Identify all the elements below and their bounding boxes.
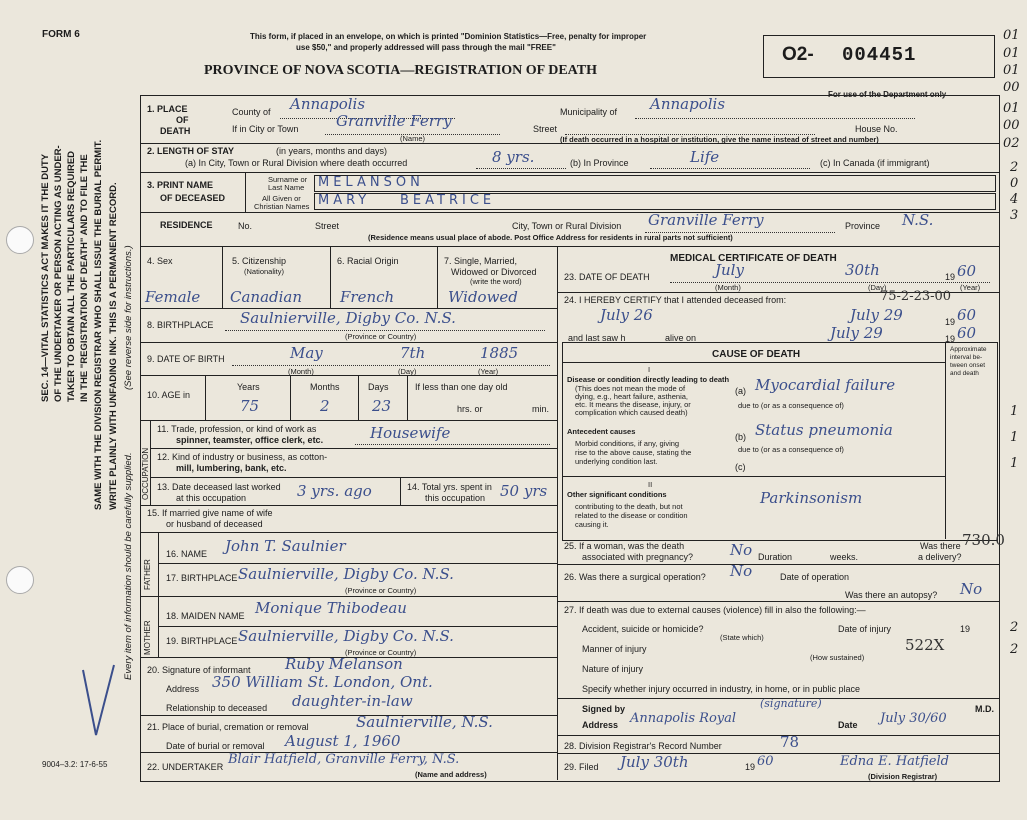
- margin-code-8: 2: [1010, 160, 1019, 175]
- antecedent-label: Antecedent causes: [567, 427, 636, 436]
- cause-title: CAUSE OF DEATH: [712, 349, 801, 360]
- occupation-label: OCCUPATION: [141, 447, 150, 500]
- delivery-label-a: Was there: [920, 541, 961, 551]
- dod-year[interactable]: 60: [957, 262, 977, 280]
- cause-d4: etc. It means the disease, injury, or: [575, 400, 691, 409]
- sex-divider: [222, 246, 223, 308]
- md-label: M.D.: [975, 704, 994, 714]
- residence-street-label: Street: [315, 221, 340, 231]
- injury-code: 522X: [905, 636, 945, 654]
- alive-on-label: alive on: [665, 333, 697, 343]
- margin-code-14: 1: [1010, 456, 1019, 471]
- dob-month[interactable]: May: [290, 344, 323, 362]
- stay-province-label: (b) In Province: [570, 158, 629, 168]
- christian-label: Christian Names: [254, 202, 310, 211]
- interval-c: tween onset: [950, 362, 986, 369]
- last-worked-value[interactable]: 3 yrs. ago: [297, 482, 372, 500]
- dod-day-sub: (Day): [868, 283, 887, 292]
- years-label: Years: [237, 382, 260, 392]
- name-label-divider: [245, 172, 246, 212]
- municipality-value[interactable]: Annapolis: [650, 95, 726, 113]
- citizenship-label: 5. Citizenship: [232, 256, 287, 266]
- cause-other-value[interactable]: Parkinsonism: [760, 489, 863, 507]
- autopsy-value[interactable]: No: [960, 580, 983, 598]
- dob-month-sub: (Month): [288, 367, 314, 376]
- mother-bp-label: 19. BIRTHPLACE: [166, 636, 238, 646]
- margin-code-15: 2: [1010, 620, 1019, 635]
- mother-maiden-value[interactable]: Monique Thibodeau: [255, 599, 407, 617]
- citizenship-value[interactable]: Canadian: [230, 288, 303, 306]
- min-label: min.: [532, 404, 550, 414]
- specify-label: Specify whether injury occurred in industry, in home, or in public place: [582, 684, 860, 694]
- undertaker-sub: (Name and address): [415, 770, 487, 779]
- side-text-3: TAKER TO OBTAIN ALL THE PARTICULARS REQUIRED: [66, 150, 77, 402]
- racial-divider: [437, 246, 438, 308]
- margin-code-7: 02: [1003, 136, 1020, 151]
- age-div-2: [290, 375, 291, 420]
- age-label: 10. AGE in: [147, 390, 191, 400]
- occ-11-label-a: 11. Trade, profession, or kind of work as: [157, 424, 317, 434]
- code-75: 75-2-23-00: [880, 289, 952, 304]
- dod-day[interactable]: 30th: [845, 261, 880, 279]
- roman-one: I: [648, 365, 651, 374]
- residence-no-label: No.: [238, 221, 253, 231]
- age-div-4: [407, 375, 408, 420]
- q25-label-a: 25. If a woman, was the death: [564, 541, 685, 551]
- dob-year-sub: (Year): [478, 367, 499, 376]
- weeks-label: weeks.: [830, 552, 859, 562]
- occ-13-div: [400, 477, 401, 505]
- racial-value[interactable]: French: [340, 288, 395, 306]
- cert-year-1[interactable]: 60: [957, 306, 977, 324]
- other-3: related to the disease or condition: [575, 511, 688, 520]
- age-years-value[interactable]: 75: [240, 397, 260, 415]
- cause-c-marker: (c): [735, 462, 746, 472]
- given-name-1[interactable]: MARY: [318, 193, 371, 208]
- sign-date-value[interactable]: July 30/60: [880, 711, 947, 726]
- div-registrar-value[interactable]: Edna E. Hatfield: [840, 754, 949, 769]
- occupation-value[interactable]: Housewife: [370, 424, 451, 442]
- other-1: Other significant conditions: [567, 490, 667, 499]
- margin-code-12: 1: [1010, 404, 1019, 419]
- margin-code-13: 1: [1010, 430, 1019, 445]
- print-code: 9004–3.2: 17-6-55: [42, 760, 108, 769]
- margin-code-16: 2: [1010, 642, 1019, 657]
- age-months-value[interactable]: 2: [320, 397, 330, 415]
- cert-year-2[interactable]: 60: [957, 324, 977, 342]
- residence-city-label: City, Town or Rural Division: [512, 221, 622, 231]
- print-name-label: 3. PRINT NAME: [147, 180, 214, 190]
- father-bp-label: 17. BIRTHPLACE: [166, 573, 238, 583]
- marital-label-1: 7. Single, Married,: [444, 256, 518, 266]
- other-4: causing it.: [575, 520, 609, 529]
- side-text-8: (See reverse side for instructions.): [123, 245, 134, 390]
- margin-code-5: 01: [1003, 101, 1020, 116]
- dod-19: 19: [945, 272, 956, 282]
- cause-a-marker: (a): [735, 386, 746, 396]
- margin-code-1: 01: [1003, 28, 1020, 43]
- father-name-value[interactable]: John T. Saulnier: [225, 537, 346, 555]
- undertaker-label: 22. UNDERTAKER: [147, 762, 224, 772]
- rule-17: [140, 596, 557, 597]
- cert-19-b: 19: [945, 334, 956, 344]
- side-text-6: WRITE PLAINLY WITH UNFADING INK. THIS IS A PERMANENT RECORD.: [108, 182, 119, 510]
- dob-line: [232, 365, 550, 366]
- signed-by-label: Signed by: [582, 704, 626, 714]
- q28-label: 28. Division Registrar's Record Number: [564, 741, 722, 751]
- form-title: PROVINCE OF NOVA SCOTIA—REGISTRATION OF DEATH: [204, 63, 597, 78]
- interval-a: Approximate: [950, 346, 987, 353]
- informant-value[interactable]: Ruby Melanson: [285, 655, 403, 673]
- dob-day[interactable]: 7th: [400, 344, 426, 362]
- divider-center: [557, 246, 558, 780]
- sign-address-value[interactable]: Annapolis Royal: [630, 711, 737, 726]
- q27-label: 27. If death was due to external causes (violence) fill in also the following:—: [564, 605, 866, 615]
- given-label: All Given or: [262, 194, 301, 203]
- county-label: County of: [232, 107, 271, 117]
- sign-date-label: Date: [838, 720, 858, 730]
- dob-label: 9. DATE OF BIRTH: [147, 354, 225, 364]
- mother-bp-value[interactable]: Saulnierville, Digby Co. N.S.: [238, 627, 454, 645]
- residence-province-value[interactable]: N.S.: [902, 211, 934, 229]
- rule-spouse: [140, 532, 557, 533]
- marital-label-2: Widowed or Divorced: [451, 267, 537, 277]
- record-no-value[interactable]: 78: [780, 733, 800, 751]
- informant-address-label: Address: [166, 684, 200, 694]
- rule-stay-bottom: [140, 172, 1000, 173]
- punch-hole-bottom: [6, 566, 34, 594]
- burial-label: 21. Place of burial, cremation or removal: [147, 722, 309, 732]
- delivery-label-b: a delivery?: [918, 552, 962, 562]
- registration-number: 004451: [842, 44, 917, 66]
- attended-from-value[interactable]: July 26: [600, 306, 653, 324]
- accident-label: Accident, suicide or homicide?: [582, 624, 704, 634]
- spouse-label-a: 15. If married give name of wife: [147, 508, 273, 518]
- rule-row9: [140, 375, 557, 376]
- months-label: Months: [310, 382, 340, 392]
- occ-11-line: [355, 444, 550, 445]
- nature-label: Nature of injury: [582, 664, 644, 674]
- nationality-label: (Nationality): [244, 267, 285, 276]
- cause-d3: dying, e.g., heart failure, asthenia,: [575, 392, 688, 401]
- hrs-label: hrs. or: [457, 404, 483, 414]
- street-label: Street: [533, 124, 558, 134]
- place-of-label: OF: [176, 115, 189, 125]
- name-sublabel: (Name): [400, 134, 426, 143]
- father-bp-sub: (Province or Country): [345, 586, 417, 595]
- manner-label: Manner of injury: [582, 644, 647, 654]
- side-text-5: SAME WITH THE DIVISION REGISTRAR WHO SHALL ISSUE THE BURIAL PERMIT.: [93, 139, 104, 510]
- birthplace-value[interactable]: Saulnierville, Digby Co. N.S.: [240, 309, 456, 327]
- rule-16: [158, 563, 557, 564]
- dod-year-sub: (Year): [960, 283, 981, 292]
- checkmark-icon: [78, 660, 118, 745]
- interval-d: and death: [950, 370, 979, 377]
- burial-place-value[interactable]: Saulnierville, N.S.: [356, 713, 493, 731]
- last-saw-label: and last saw h: [568, 333, 626, 343]
- signed-by-value[interactable]: (signature): [760, 697, 822, 710]
- less-day-label: If less than one day old: [415, 382, 508, 392]
- rule-row10: [140, 420, 557, 421]
- side-text-4: IN THE "REGISTRATION OF DEATH" AND TO FILE THE: [79, 154, 90, 402]
- informant-address-value[interactable]: 350 William St. London, Ont.: [212, 673, 433, 691]
- side-text-2: OF THE UNDERTAKER OR PERSON ACTING AS UNDER-: [53, 145, 64, 402]
- racial-label: 6. Racial Origin: [337, 256, 399, 266]
- father-name-label: 16. NAME: [166, 549, 208, 559]
- stay-label: 2. LENGTH OF STAY: [147, 146, 235, 156]
- q26-label: 26. Was there a surgical operation?: [564, 572, 706, 582]
- margin-code-2: 01: [1003, 46, 1020, 61]
- relationship-value[interactable]: daughter-in-law: [292, 692, 413, 710]
- medical-title: MEDICAL CERTIFICATE OF DEATH: [670, 253, 837, 264]
- age-div-1: [205, 375, 206, 420]
- ante-3: rise to the above cause, stating the: [575, 448, 692, 457]
- hospital-note: (If death occurred in a hospital or institution, give the name instead of street and number): [560, 135, 879, 144]
- stay-canada-label: (c) In Canada (if immigrant): [820, 158, 930, 168]
- surgical-value[interactable]: No: [730, 562, 753, 580]
- occ-14-label-b: this occupation: [425, 493, 486, 503]
- age-div-3: [358, 375, 359, 420]
- municipality-label: Municipality of: [560, 107, 618, 117]
- attended-to-value[interactable]: July 29: [850, 306, 903, 324]
- rule-residence-bottom: [140, 246, 1000, 247]
- mother-bp-sub: (Province or Country): [345, 648, 417, 657]
- undertaker-value[interactable]: Blair Hatfield, Granville Ferry, N.S.: [228, 752, 460, 767]
- mother-label: MOTHER: [143, 620, 152, 655]
- birthplace-line: [225, 330, 545, 331]
- pregnancy-value[interactable]: No: [730, 541, 753, 559]
- city-town-label: If in City or Town: [232, 124, 299, 134]
- cert-19-a: 19: [945, 317, 956, 327]
- dob-year[interactable]: 1885: [480, 344, 519, 362]
- interval-b: interval be-: [950, 354, 983, 361]
- ante-2: Morbid conditions, if any, giving: [575, 439, 680, 448]
- house-no-label: House No.: [855, 124, 898, 134]
- dod-label: 23. DATE OF DEATH: [564, 272, 650, 282]
- date-injury-label: Date of injury: [838, 624, 892, 634]
- punch-hole-top: [6, 226, 34, 254]
- filed-date-value[interactable]: July 30th: [620, 753, 689, 771]
- residence-province-label: Province: [845, 221, 881, 231]
- municipality-line: [635, 118, 915, 119]
- department-use-label: For use of the Department only: [828, 90, 947, 99]
- cause-interval-div: [945, 342, 946, 539]
- stay-province-line: [650, 168, 810, 169]
- informant-label: 20. Signature of informant: [147, 665, 251, 675]
- father-bp-value[interactable]: Saulnierville, Digby Co. N.S.: [238, 565, 454, 583]
- filed-19: 19: [745, 762, 756, 772]
- residence-note: (Residence means usual place of abode. Post Office Address for residents in rural parts not sufficient): [368, 233, 733, 242]
- margin-code-11: 3: [1010, 208, 1019, 223]
- q29-label: 29. Filed: [564, 762, 599, 772]
- margin-code-3: 01: [1003, 63, 1020, 78]
- sex-value[interactable]: Female: [145, 288, 201, 306]
- place-label: 1. PLACE: [147, 104, 188, 114]
- rule-occ12: [150, 477, 557, 478]
- rule-name-bottom: [140, 212, 1000, 213]
- code-730: 730.0: [962, 531, 1005, 549]
- cause-d5: complication which caused death): [575, 408, 688, 417]
- margin-code-10: 4: [1010, 192, 1019, 207]
- margin-code-4: 00: [1003, 80, 1020, 95]
- certify-label: 24. I HEREBY CERTIFY that I attended deceased from:: [564, 295, 787, 305]
- rule-20: [140, 715, 557, 716]
- marital-label-3: (write the word): [470, 277, 522, 286]
- last-name-label: Last Name: [268, 183, 305, 192]
- burial-date-label: Date of burial or removal: [166, 741, 265, 751]
- rule-cause-I: [562, 476, 945, 477]
- cause-b-value[interactable]: Status pneumonia: [755, 421, 893, 439]
- side-text-1: SEC. 14—VITAL STATISTICS ACT MAKES IT THE DUTY: [40, 153, 51, 402]
- occ-13-label-a: 13. Date deceased last worked: [157, 482, 281, 492]
- injury-19: 19: [960, 624, 971, 634]
- residence-label: RESIDENCE: [160, 220, 213, 230]
- rule-occ: [140, 505, 557, 506]
- date-op-label: Date of operation: [780, 572, 850, 582]
- sex-label: 4. Sex: [147, 256, 173, 266]
- cause-a-value[interactable]: Myocardial failure: [755, 376, 896, 394]
- city-town-value[interactable]: Granville Ferry: [336, 112, 452, 130]
- given-name-2[interactable]: BEATRICE: [400, 193, 496, 208]
- rule-25: [557, 564, 1000, 565]
- occ-12-label-b: mill, lumbering, bank, etc.: [176, 463, 287, 473]
- birthplace-label: 8. BIRTHPLACE: [147, 320, 214, 330]
- county-value[interactable]: Annapolis: [290, 95, 366, 113]
- total-years-value[interactable]: 50 yrs: [500, 482, 548, 500]
- rule-26: [557, 601, 1000, 602]
- stay-city-value[interactable]: 8 yrs.: [492, 148, 535, 166]
- due-to-b: due to (or as a consequence of): [738, 445, 844, 454]
- cause-d1: Disease or condition directly leading to death: [567, 375, 730, 384]
- stay-province-value[interactable]: Life: [690, 148, 720, 166]
- days-label: Days: [368, 382, 389, 392]
- div-registrar-sub: (Division Registrar): [868, 772, 938, 781]
- margin-code-6: 00: [1003, 118, 1020, 133]
- cause-d2: (This does not mean the mode of: [575, 384, 686, 393]
- burial-date-value[interactable]: August 1, 1960: [285, 732, 401, 750]
- stay-units: (in years, months and days): [276, 146, 388, 156]
- cit-divider: [330, 246, 331, 308]
- rule-cause-title: [562, 362, 945, 363]
- rule-occ11: [150, 448, 557, 449]
- marital-value[interactable]: Widowed: [448, 288, 518, 306]
- age-days-value[interactable]: 23: [372, 397, 392, 415]
- how-sustained: (How sustained): [810, 653, 865, 662]
- autopsy-label: Was there an autopsy?: [845, 590, 938, 600]
- of-deceased-label: OF DECEASED: [160, 193, 226, 203]
- dod-month-sub: (Month): [715, 283, 741, 292]
- mail-notice-line1: This form, if placed in an envelope, on which is printed "Dominion Statistics—Free, penalty for improper: [250, 32, 647, 41]
- ante-4: underlying condition last.: [575, 457, 658, 466]
- surname-label: Surname or: [268, 175, 308, 184]
- stay-city-label: (a) In City, Town or Rural Division where death occurred: [185, 158, 408, 168]
- occ-14-label-a: 14. Total yrs. spent in: [407, 482, 492, 492]
- rule-signed: [557, 735, 1000, 736]
- surname-value[interactable]: MELANSON: [318, 175, 424, 190]
- margin-code-9: 0: [1010, 176, 1019, 191]
- mother-maiden-label: 18. MAIDEN NAME: [166, 611, 245, 621]
- father-label: FATHER: [143, 559, 152, 590]
- place-death-label: DEATH: [160, 126, 191, 136]
- other-2: contributing to the death, but not: [575, 502, 683, 511]
- sign-address-label: Address: [582, 720, 619, 730]
- state-which: (State which): [720, 633, 764, 642]
- residence-city-value[interactable]: Granville Ferry: [648, 211, 764, 229]
- occ-13-label-b: at this occupation: [176, 493, 247, 503]
- relationship-label: Relationship to deceased: [166, 703, 268, 713]
- dod-month[interactable]: July: [715, 261, 744, 279]
- rule-row8: [140, 342, 557, 343]
- cause-b-marker: (b): [735, 432, 746, 442]
- occ-11-label-b: spinner, teamster, office clerk, etc.: [176, 435, 324, 445]
- dob-day-sub: (Day): [398, 367, 417, 376]
- parent-side-div: [158, 532, 159, 657]
- birthplace-sub: (Province or Country): [345, 332, 417, 341]
- q25-label-b: associated with pregnancy?: [582, 552, 694, 562]
- filed-year-value[interactable]: 60: [757, 754, 774, 769]
- form-number: FORM 6: [42, 29, 80, 40]
- alive-on-value[interactable]: July 29: [830, 324, 883, 342]
- mail-notice-line2: use $50," and properly addressed will pass through the mail "FREE": [296, 43, 556, 52]
- spouse-label-b: or husband of deceased: [166, 519, 263, 529]
- occ-12-label-a: 12. Kind of industry or business, as cotton-: [157, 452, 328, 462]
- due-to-a: due to (or as a consequence of): [738, 401, 844, 410]
- stay-city-line: [476, 168, 566, 169]
- side-text-7: Every item of information should be carefully supplied.: [123, 452, 134, 680]
- duration-label: Duration: [758, 552, 793, 562]
- roman-two: II: [648, 480, 653, 489]
- registration-prefix: O2-: [782, 44, 814, 65]
